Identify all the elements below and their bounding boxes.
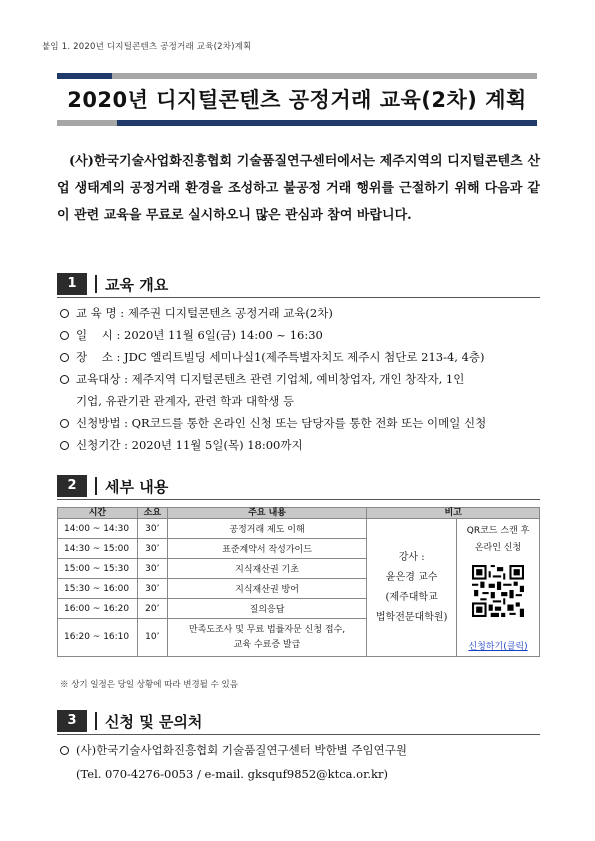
section-title: 세부 내용 — [105, 478, 169, 496]
list-item: 교 육 명 : 제주권 디지털콘텐츠 공정거래 교육(2차) — [60, 302, 540, 324]
lecturer-cell: 강사 : 윤은경 교수 (제주대학교 법학전문대학원) — [367, 519, 457, 657]
column-header: 소요 — [137, 508, 167, 519]
list-item: 교육대상 : 제주지역 디지털콘텐츠 관련 기업체, 예비창업자, 개인 창작자, 1인 기업, 유관기관 관계자, 관련 학과 대학생 등 — [60, 368, 540, 412]
table-row: 14:30 ~ 15:00 30’ 표준계약서 작성가이드 — [58, 539, 540, 559]
circle-bullet-icon — [60, 441, 69, 450]
section-3-header — [57, 710, 540, 736]
title-rule-bottom — [57, 120, 537, 126]
column-header: 주요 내용 — [167, 508, 366, 519]
column-header: 비고 — [367, 508, 540, 519]
circle-bullet-icon — [60, 419, 69, 428]
contact-info: (사)한국기술사업화진흥협회 기술품질연구센터 박한별 주임연구원 (Tel. 070-4276-0053 / e-mail. gksquf9852@ktca.or.kr) — [60, 738, 540, 786]
circle-bullet-icon — [60, 309, 69, 318]
table-row: 16:20 ~ 16:10 10’ 만족도조사 및 무료 법률자문 신청 접수, 교육 수료증 발급 — [58, 619, 540, 657]
intro-paragraph — [57, 148, 540, 229]
table-row: 14:00 ~ 14:30 30’ 공정거래 제도 이해 강사 : 윤은경 교수 (제주대학교 법학전문대학원) QR코드 스캔 후 온라인 신청 신청하기(클릭) — [58, 519, 540, 539]
section-number: 3 — [57, 710, 87, 732]
section-title: 신청 및 문의처 — [105, 713, 203, 731]
section-title: 교육 개요 — [105, 276, 169, 294]
section-number: 1 — [57, 273, 87, 295]
overview-list — [60, 302, 540, 456]
table-header-row — [58, 508, 540, 519]
table-row: 16:00 ~ 16:20 20’ 질의응답 — [58, 599, 540, 619]
circle-bullet-icon — [60, 331, 69, 340]
page-title: 2020년 디지털콘텐츠 공정거래 교육(2차) 계획 — [67, 88, 527, 112]
apply-link[interactable]: 신청하기(클릭) — [468, 642, 528, 652]
table-row: 15:30 ~ 16:00 30’ 지식재산권 방어 — [58, 579, 540, 599]
attachment-note: 붙임 1. 2020년 디지털콘텐츠 공정거래 교육(2차)계획 — [42, 42, 252, 52]
qr-code-icon[interactable] — [472, 565, 524, 617]
section-2-header — [57, 475, 540, 501]
list-item: 일 시 : 2020년 11월 6일(금) 14:00 ~ 16:30 — [60, 324, 540, 346]
column-header: 시간 — [58, 508, 138, 519]
schedule-table — [57, 507, 540, 657]
list-item: 신청기간 : 2020년 11월 5일(목) 18:00까지 — [60, 434, 540, 456]
schedule-footnote: ※ 상기 일정은 당일 상황에 따라 변경될 수 있음 — [60, 680, 238, 690]
title-rule-top — [57, 73, 537, 79]
circle-bullet-icon — [60, 353, 69, 362]
circle-bullet-icon — [60, 746, 69, 755]
section-number: 2 — [57, 475, 87, 497]
table-row: 15:00 ~ 15:30 30’ 지식재산권 기초 — [58, 559, 540, 579]
circle-bullet-icon — [60, 375, 69, 384]
intro-text: (사)한국기술사업화진흥협회 기술품질연구센터에서는 제주지역의 디지털콘텐츠 산업 생태계의 공정거래 환경을 조성하고 불공정 거래 행위를 근절하기 위해 다음과 같이 관련 교육을 무료로 실시하오니 많은 관심과 참여 바랍니다. — [57, 154, 540, 223]
qr-cell: QR코드 스캔 후 온라인 신청 신청하기(클릭) — [457, 519, 540, 657]
list-item: 장 소 : JDC 엘리트빌딩 세미나실1(제주특별자치도 제주시 첨단로 213-4, 4층) — [60, 346, 540, 368]
section-1-header — [57, 273, 540, 299]
list-item: 신청방법 : QR코드를 통한 온라인 신청 또는 담당자를 통한 전화 또는 이메일 신청 — [60, 412, 540, 434]
